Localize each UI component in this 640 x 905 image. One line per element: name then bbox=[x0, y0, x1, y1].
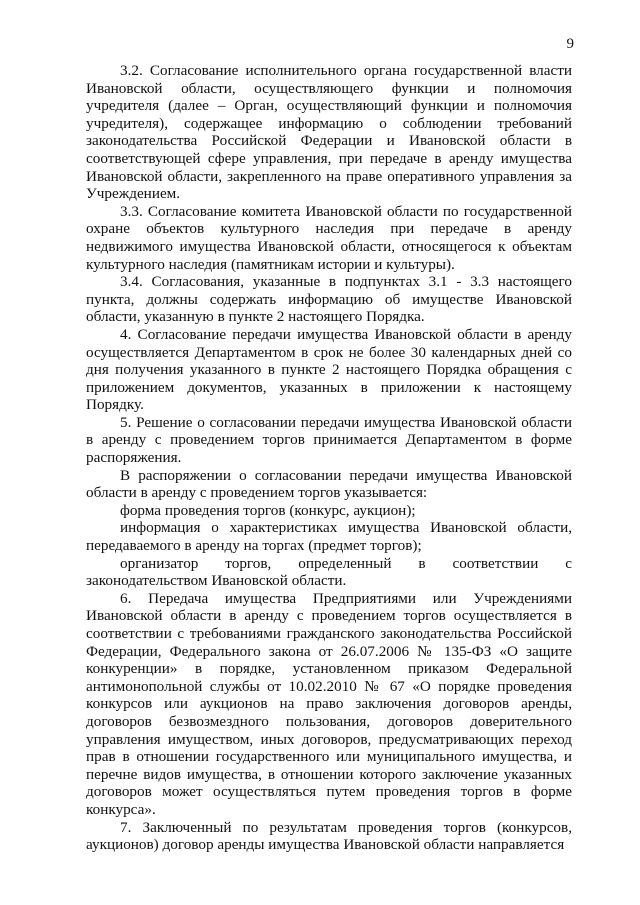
paragraph-5: 5. Решение о согласовании передачи имущества Ивановской области в аренду с проведением торгов принимается Департаментом в форме распоряжения. bbox=[86, 413, 572, 467]
document-body bbox=[86, 62, 572, 854]
list-item-property-info: информация о характеристиках имущества Ивановской области, передаваемого в аренду на торгах (предмет торгов); bbox=[86, 519, 572, 555]
page-number: 9 bbox=[566, 36, 574, 52]
list-item-organizer: организатор торгов, определенный в соответствии с законодательством Ивановской области. bbox=[86, 554, 572, 590]
paragraph-4: 4. Согласование передачи имущества Ивановской области в аренду осуществляется Департаментом в срок не более 30 календарных дней со дня получения указанного в пункте 2 настоящего Порядка обращения с приложением документов, указанных в приложении к настоящему Порядку. bbox=[86, 325, 572, 414]
list-item-bidding-form: форма проведения торгов (конкурс, аукцион); bbox=[120, 501, 416, 519]
paragraph-3-3: 3.3. Согласование комитета Ивановской области по государственной охране объектов культурного наследия при передаче в аренду недвижимого имущества Ивановской области, относящегося к объектам культурного наследия (памятникам истории и культуры). bbox=[86, 202, 572, 273]
paragraph-order-contents: В распоряжении о согласовании передачи имущества Ивановской области в аренду с проведением торгов указывается: bbox=[86, 466, 572, 502]
paragraph-3-4: 3.4. Согласования, указанные в подпунктах 3.1 - 3.3 настоящего пункта, должны содержать информацию об имуществе Ивановской области, указанную в пункте 2 настоящего Порядка. bbox=[86, 273, 572, 326]
paragraph-7: 7. Заключенный по результатам проведения торгов (конкурсов, аукционов) договор аренды имущества Ивановской области направляется bbox=[86, 818, 572, 854]
paragraph-6: 6. Передача имущества Предприятиями или Учреждениями Ивановской области в аренду с проведением торгов осуществляется в соответствии с требованиями гражданского законодательства Российской Федерации, Федерального закона от 26.07.2006 № 135-ФЗ «О защите конкуренции» в порядке, установленном приказом Федеральной антимонопольной службы от 10.02.2010 № 67 «О порядке проведения конкурсов или аукционов на право заключения договоров аренды, договоров безвозмездного пользования, договоров доверительного управления имуществом, иных договоров, предусматривающих переход прав в отношении государственного или муниципального имущества, и перечне видов имущества, в отношении которого заключение указанных договоров может осуществляться путем проведения торгов в форме конкурса». bbox=[86, 589, 572, 818]
paragraph-3-2: 3.2. Согласование исполнительного органа государственной власти Ивановской области, осуществляющего функции и полномочия учредителя (далее – Орган, осуществляющий функции и полномочия учредителя), содержащее информацию о соблюдении требований законодательства Российской Федерации и Ивановской области в соответствующей сфере управления, при передаче в аренду имущества Ивановской области, закрепленного на праве оперативного управления за Учреждением. bbox=[86, 62, 572, 203]
